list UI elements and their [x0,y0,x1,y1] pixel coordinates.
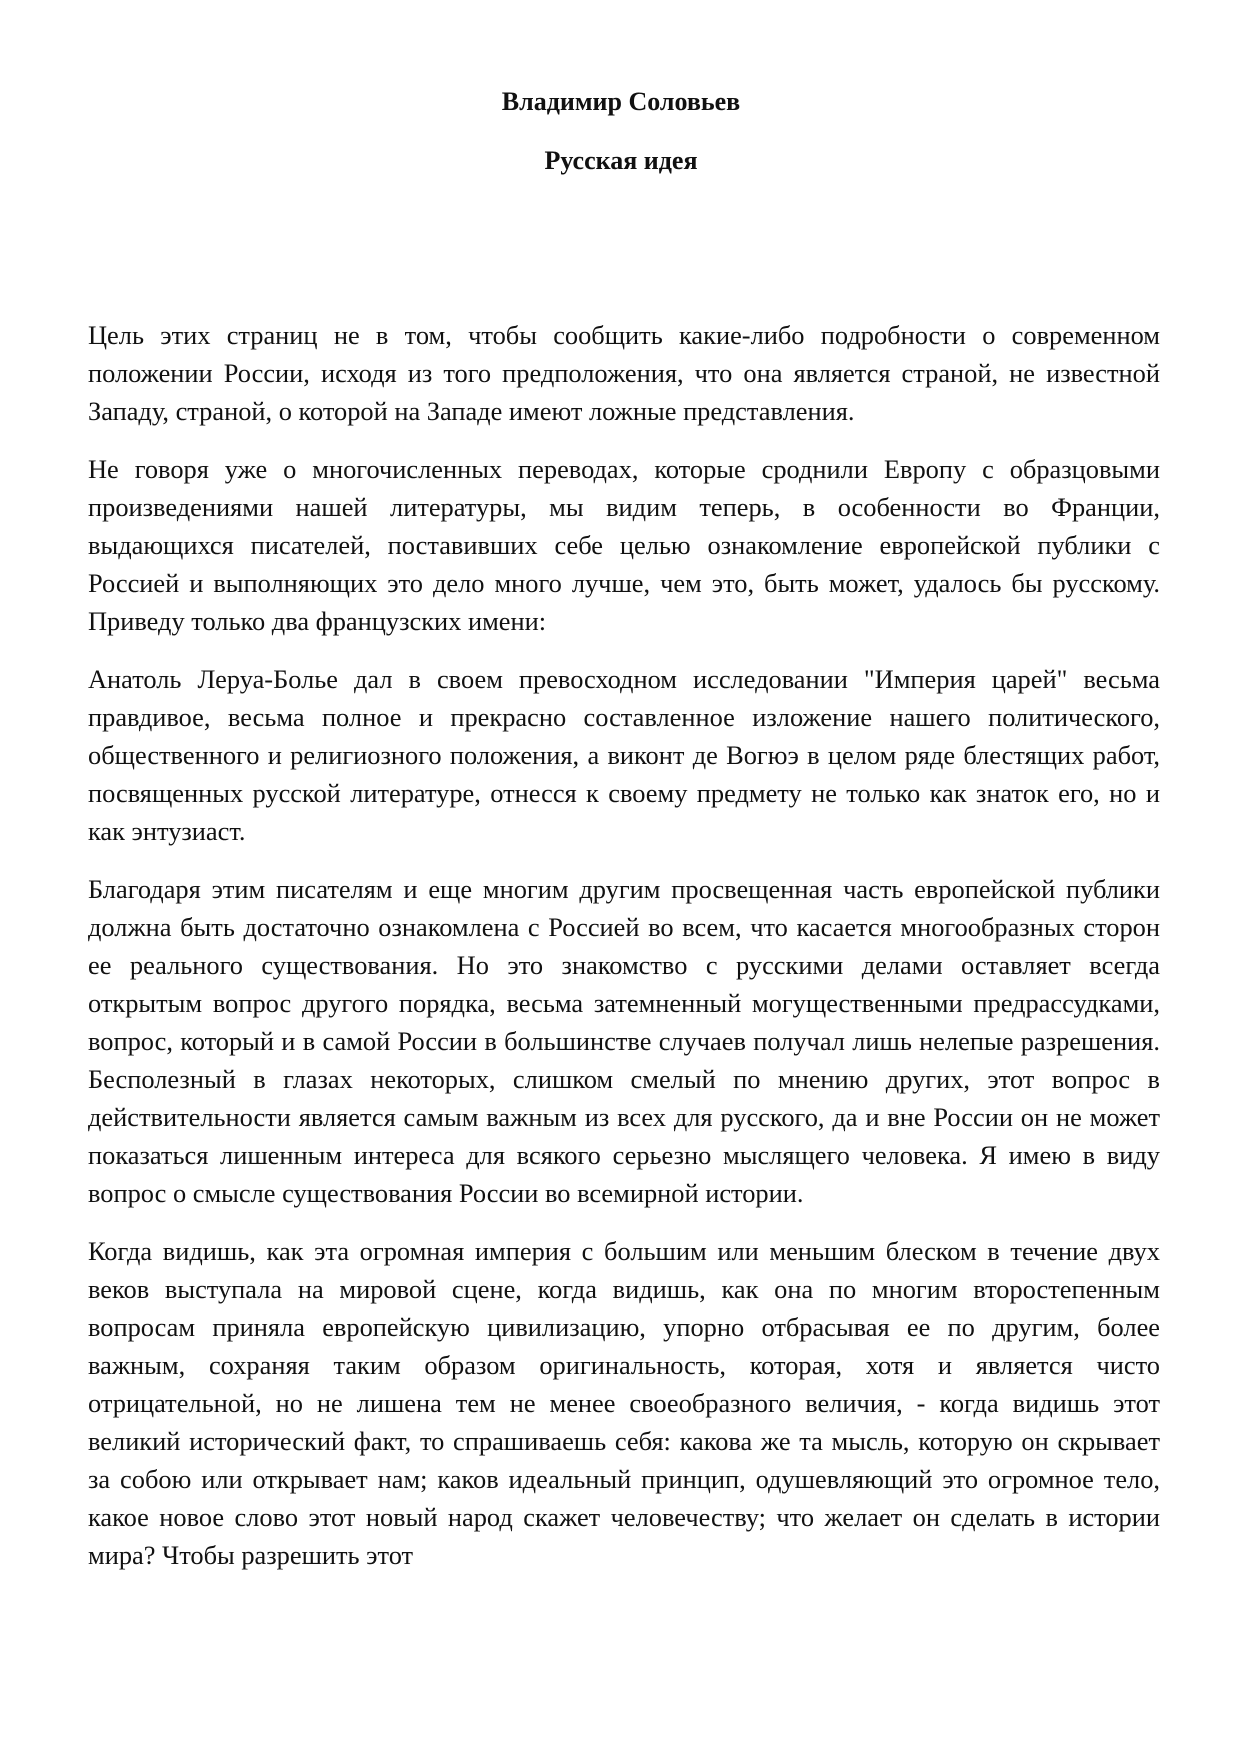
paragraph-2: Не говоря уже о многочисленных переводах, которые сроднили Европу с образцовыми произведениями нашей литературы, мы видим теперь, в особенности во Франции, выдающихся писателей, поставивших себе целью ознакомление европейской публики с Россией и выполняющих это дело много лучше, чем это, быть может, удалось бы русскому. Приведу только два французских имени: [88,454,1160,636]
paragraph-3: Анатоль Леруа-Болье дал в своем превосходном исследовании "Империя царей" весьма правдивое, весьма полное и прекрасно составленное изложение нашего политического, общественного и религиозного положения, а виконт де Вогюэ в целом ряде блестящих работ, посвященных русской литературе, отнесся к своему предмету не только как знаток его, но и как энтузиаст. [88,664,1160,846]
document-title: Русская идея [544,146,698,175]
author-name: Владимир Соловьев [501,87,741,116]
body-text [88,316,1160,1594]
paragraph-4: Благодаря этим писателям и еще многим другим просвещенная часть европейской публики должна быть достаточно ознакомлена с Россией во всем, что касается многообразных сторон ее реального существования. Но это знакомство с русскими делами оставляет всегда открытым вопрос другого порядка, весьма затемненный могущественными предрассудками, вопрос, который и в самой России в большинстве случаев получал лишь нелепые разрешения. Бесполезный в глазах некоторых, слишком смелый по мнению других, этот вопрос в действительности является самым важным из всех для русского, да и вне России он не может показаться лишенным интереса для всякого серьезно мыслящего человека. Я имею в виду вопрос о смысле существования России во всемирной истории. [88,874,1160,1208]
paragraph-1: Цель этих страниц не в том, чтобы сообщить какие-либо подробности о современном положении России, исходя из того предположения, что она является страной, не известной Западу, страной, о которой на Западе имеют ложные представления. [88,320,1160,426]
paragraph-5: Когда видишь, как эта огромная империя с большим или меньшим блеском в течение двух веков выступала на мировой сцене, когда видишь, как она по многим второстепенным вопросам приняла европейскую цивилизацию, упорно отбрасывая ее по другим, более важным, сохраняя таким образом оригинальность, которая, хотя и является чисто отрицательной, но не лишена тем не менее своеобразного величия, - когда видишь этот великий исторический факт, то спрашиваешь себя: какова же та мысль, которую он скрывает за собою или открывает нам; каков идеальный принцип, одушевляющий это огромное тело, какое новое слово этот новый народ скажет человечеству; что желает он сделать в истории мира? Чтобы разрешить этот [88,1236,1160,1570]
